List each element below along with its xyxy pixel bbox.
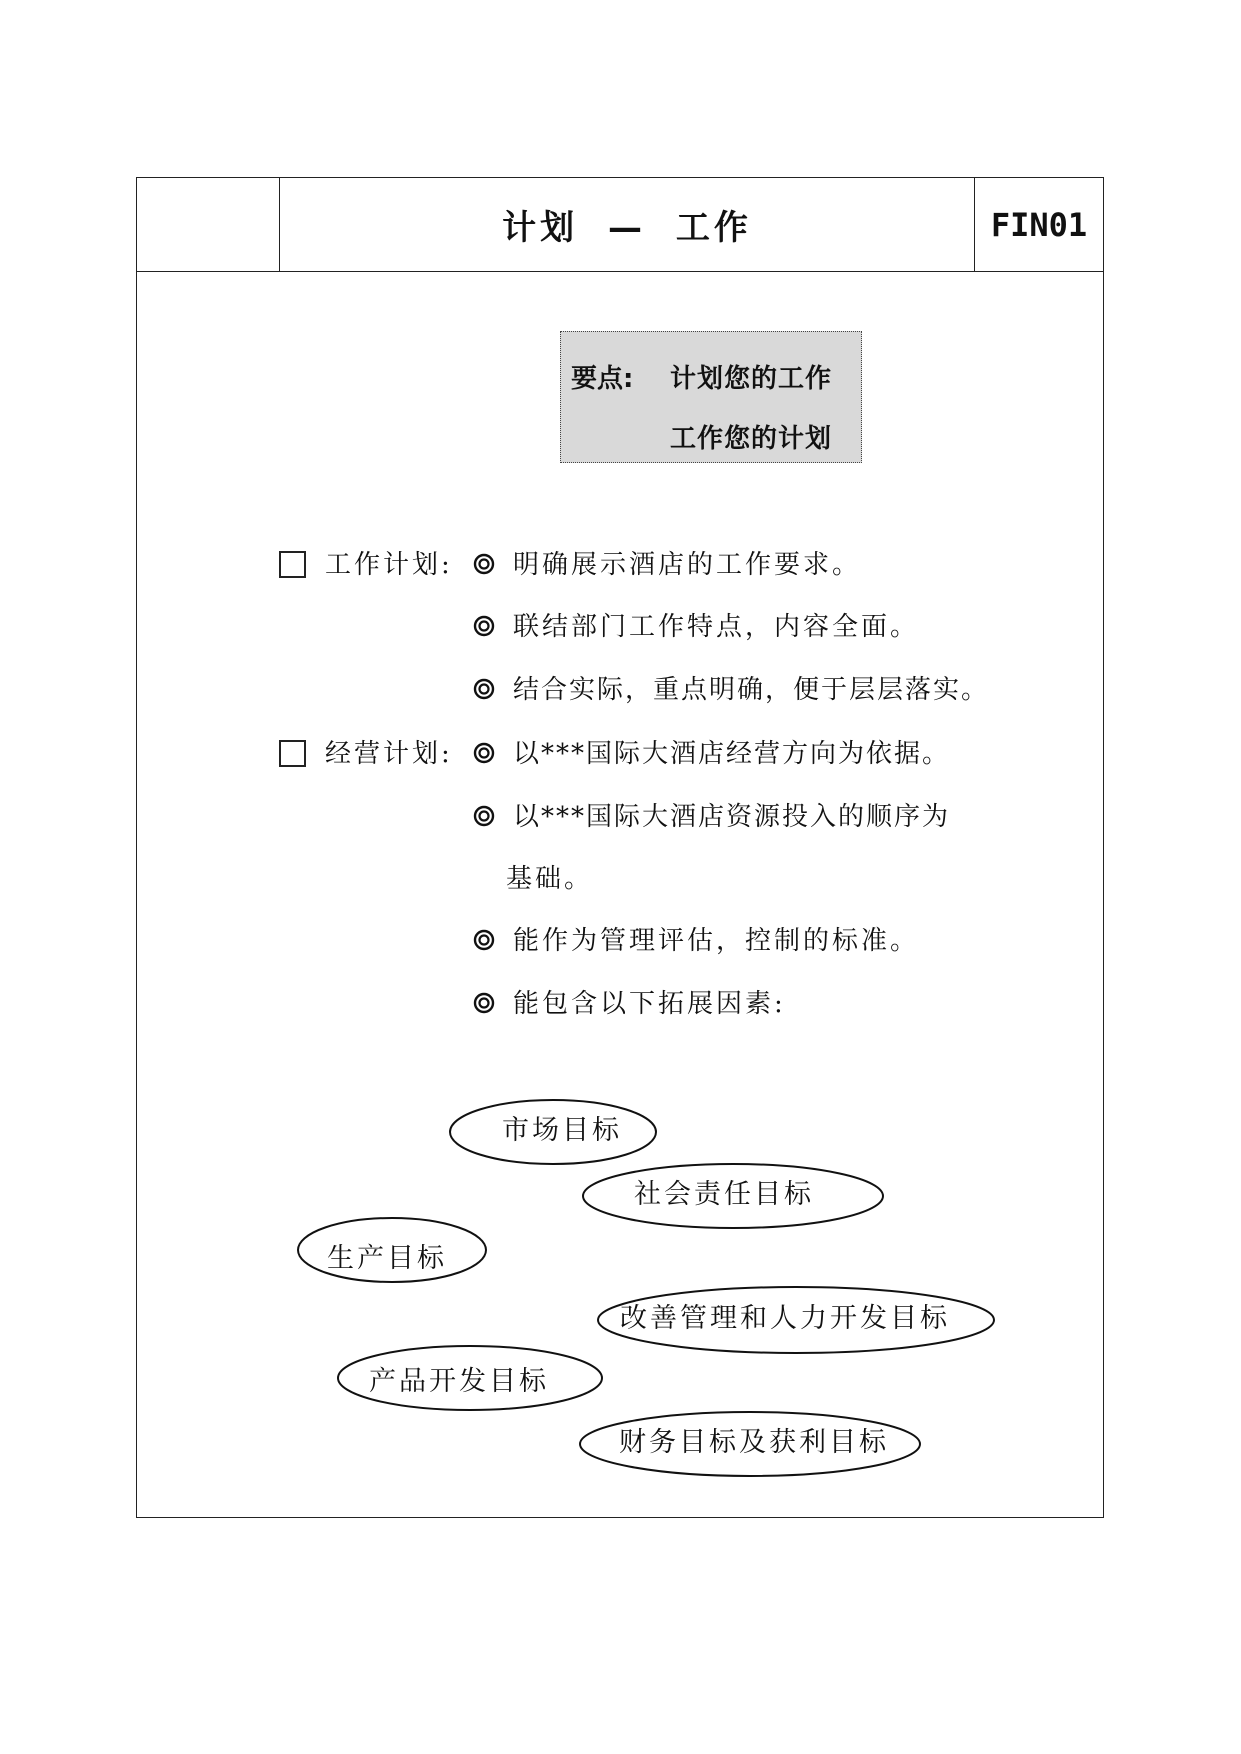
- work-plan-item: 结合实际，重点明确，便于层层落实。: [513, 675, 990, 705]
- page-title: 计划 — 工作: [280, 178, 975, 271]
- keypoint-label: 要点:: [571, 364, 634, 394]
- business-plan-item: 能作为管理评估，控制的标准。: [513, 926, 920, 956]
- keypoint-line-2: 工作您的计划: [670, 424, 833, 454]
- section-heading-work-plan: 工作计划:: [325, 550, 453, 580]
- goal-label-finance-profit: 财务目标及获利目标: [619, 1427, 889, 1458]
- keypoint-line-1: 计划您的工作: [670, 364, 833, 394]
- goal-label-product-development: 产品开发目标: [369, 1366, 549, 1397]
- work-plan-item: 明确展示酒店的工作要求。: [513, 550, 862, 580]
- goal-label-market: 市场目标: [502, 1115, 622, 1146]
- goal-label-management-hr: 改善管理和人力开发目标: [620, 1303, 950, 1334]
- goal-label-production: 生产目标: [327, 1243, 447, 1274]
- work-plan-item: 联结部门工作特点，内容全面。: [513, 612, 920, 642]
- business-plan-item: 以***国际大酒店资源投入的顺序为: [513, 802, 951, 832]
- goal-label-social-responsibility: 社会责任目标: [634, 1179, 814, 1210]
- document-code: FIN01: [990, 205, 1088, 244]
- business-plan-item-continuation: 基础。: [506, 864, 594, 894]
- business-plan-item: 能包含以下拓展因素:: [513, 989, 786, 1019]
- business-plan-item: 以***国际大酒店经营方向为依据。: [513, 739, 951, 769]
- section-heading-business-plan: 经营计划:: [325, 739, 453, 769]
